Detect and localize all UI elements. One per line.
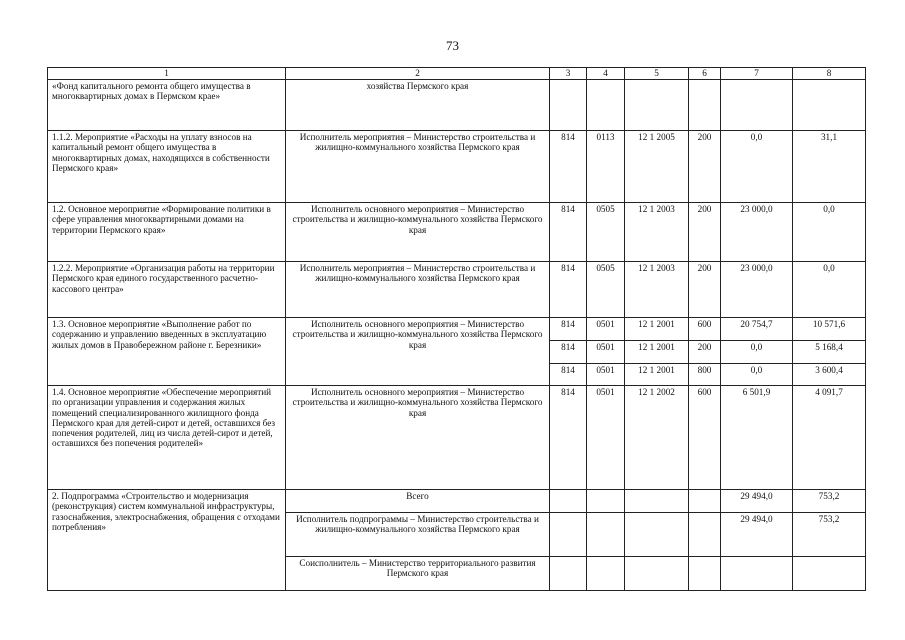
code-cell <box>689 557 721 591</box>
header-cell: 1 <box>48 68 286 80</box>
amount-cell: 0,0 <box>721 131 793 203</box>
header-cell: 8 <box>793 68 866 80</box>
code-cell: 814 <box>550 341 587 364</box>
code-cell: 200 <box>689 131 721 203</box>
executor-cell: Исполнитель основного мероприятия – Министерство строительства и жилищно-коммунального хозяйства Пермского края <box>286 203 550 262</box>
executor-cell: Исполнитель основного мероприятия – Министерство строительства и жилищно-коммунального хозяйства Пермского края <box>286 318 550 386</box>
code-cell: 0501 <box>587 341 625 364</box>
amount-cell: 23 000,0 <box>721 262 793 318</box>
code-cell: 0505 <box>587 262 625 318</box>
code-cell: 0505 <box>587 203 625 262</box>
amount-cell <box>793 80 866 131</box>
executor-cell: Исполнитель подпрограммы – Министерство строительства и жилищно-коммунального хозяйства Пермского края <box>286 513 550 557</box>
code-cell: 600 <box>689 318 721 341</box>
code-cell <box>625 490 689 513</box>
table-row <box>48 386 866 490</box>
activity-name-cell: «Фонд капитального ремонта общего имущества в многоквартирных домах в Пермском крае» <box>48 80 286 131</box>
executor-cell: Исполнитель мероприятия – Министерство строительства и жилищно-коммунального хозяйства Пермского края <box>286 131 550 203</box>
table-row <box>48 262 866 318</box>
code-cell: 12 1 2001 <box>625 364 689 386</box>
activity-name-cell: 1.2.2. Мероприятие «Организация работы на территории Пермского края единого государственного расчетно-кассового центра» <box>48 262 286 318</box>
code-cell <box>625 513 689 557</box>
code-cell: 600 <box>689 386 721 490</box>
code-cell <box>587 557 625 591</box>
code-cell: 12 1 2002 <box>625 386 689 490</box>
code-cell <box>550 490 587 513</box>
code-cell <box>587 80 625 131</box>
code-cell: 0501 <box>587 318 625 341</box>
amount-cell: 10 571,6 <box>793 318 866 341</box>
amount-cell: 20 754,7 <box>721 318 793 341</box>
amount-cell: 3 600,4 <box>793 364 866 386</box>
code-cell: 200 <box>689 203 721 262</box>
executor-cell: Исполнитель основного мероприятия – Министерство строительства и жилищно-коммунального хозяйства Пермского края <box>286 386 550 490</box>
activity-name-cell: 1.3. Основное мероприятие «Выполнение работ по содержанию и управлению введенных в эксплуатацию жилых домов в Правобережном районе г. Березники» <box>48 318 286 386</box>
code-cell: 12 1 2001 <box>625 318 689 341</box>
header-cell: 5 <box>625 68 689 80</box>
code-cell: 814 <box>550 318 587 341</box>
executor-cell: Исполнитель мероприятия – Министерство строительства и жилищно-коммунального хозяйства Пермского края <box>286 262 550 318</box>
code-cell <box>689 490 721 513</box>
code-cell: 0501 <box>587 386 625 490</box>
code-cell <box>689 80 721 131</box>
code-cell: 12 1 2001 <box>625 341 689 364</box>
amount-cell: 31,1 <box>793 131 866 203</box>
code-cell: 200 <box>689 262 721 318</box>
amount-cell: 753,2 <box>793 490 866 513</box>
header-cell: 4 <box>587 68 625 80</box>
code-cell: 12 1 2003 <box>625 262 689 318</box>
amount-cell <box>721 80 793 131</box>
amount-cell: 29 494,0 <box>721 513 793 557</box>
code-cell: 814 <box>550 386 587 490</box>
table-row <box>48 318 866 341</box>
code-cell: 12 1 2003 <box>625 203 689 262</box>
amount-cell <box>793 557 866 591</box>
amount-cell: 753,2 <box>793 513 866 557</box>
activity-name-cell: 2. Подпрограмма «Строительство и модернизация (реконструкция) систем коммунальной инфраструктуры, газоснабжения, электроснабжения, обращения с отходами потребления» <box>48 490 286 591</box>
code-cell: 814 <box>550 262 587 318</box>
code-cell <box>689 513 721 557</box>
table-row <box>48 131 866 203</box>
code-cell <box>550 557 587 591</box>
executor-cell: хозяйства Пермского края <box>286 80 550 131</box>
amount-cell: 0,0 <box>721 341 793 364</box>
table-row <box>48 203 866 262</box>
header-cell: 2 <box>286 68 550 80</box>
header-cell: 3 <box>550 68 587 80</box>
code-cell: 814 <box>550 131 587 203</box>
amount-cell: 0,0 <box>793 262 866 318</box>
code-cell: 200 <box>689 341 721 364</box>
header-cell: 6 <box>689 68 721 80</box>
amount-cell: 0,0 <box>793 203 866 262</box>
code-cell <box>625 557 689 591</box>
code-cell: 0113 <box>587 131 625 203</box>
header-row <box>48 68 866 80</box>
code-cell <box>550 80 587 131</box>
code-cell <box>625 80 689 131</box>
budget-table <box>47 67 866 591</box>
amount-cell: 6 501,9 <box>721 386 793 490</box>
page-number: 73 <box>446 38 459 53</box>
amount-cell: 29 494,0 <box>721 490 793 513</box>
amount-cell: 0,0 <box>721 364 793 386</box>
header-cell: 7 <box>721 68 793 80</box>
table-row <box>48 80 866 131</box>
executor-cell: Всего <box>286 490 550 513</box>
code-cell <box>587 490 625 513</box>
activity-name-cell: 1.1.2. Мероприятие «Расходы на уплату взносов на капитальный ремонт общего имущества в многоквартирных домах, находящихся в собственности Пермского края» <box>48 131 286 203</box>
code-cell <box>587 513 625 557</box>
code-cell: 814 <box>550 203 587 262</box>
executor-cell: Соисполнитель – Министерство территориального развития Пермского края <box>286 557 550 591</box>
code-cell: 814 <box>550 364 587 386</box>
code-cell: 12 1 2005 <box>625 131 689 203</box>
code-cell <box>550 513 587 557</box>
amount-cell: 4 091,7 <box>793 386 866 490</box>
amount-cell <box>721 557 793 591</box>
code-cell: 0501 <box>587 364 625 386</box>
activity-name-cell: 1.4. Основное мероприятие «Обеспечение мероприятий по организации управления и содержания жилых помещений специализированного жилищного фонда Пермского края для детей-сирот и детей, оставшихся без попечения родителей, лиц из числа детей-сирот и детей, оставшихся без попечения родителей» <box>48 386 286 490</box>
code-cell: 800 <box>689 364 721 386</box>
table-row <box>48 490 866 513</box>
activity-name-cell: 1.2. Основное мероприятие «Формирование политики в сфере управления многоквартирными домами на территории Пермского края» <box>48 203 286 262</box>
amount-cell: 5 168,4 <box>793 341 866 364</box>
amount-cell: 23 000,0 <box>721 203 793 262</box>
